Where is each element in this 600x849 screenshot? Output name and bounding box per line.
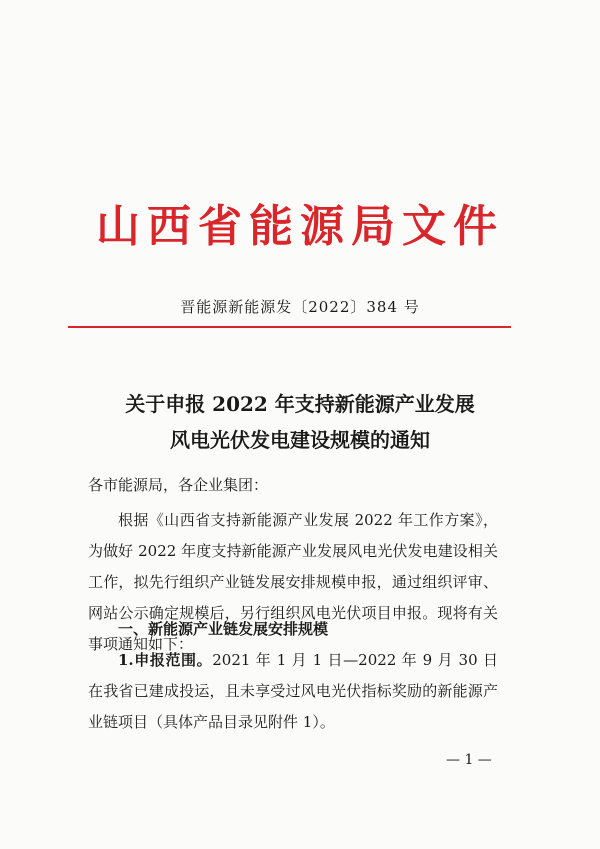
document-number: 晋能源新能源发〔2022〕384 号 [180,298,420,316]
notice-title [0,386,600,458]
section-heading: 一、新能源产业链发展安排规模 [118,620,329,638]
notice-title-line2: 风电光伏发电建设规模的通知 [170,428,430,452]
red-divider [68,326,511,328]
page-number: — 1 — [446,752,492,768]
item-text: 2021 年 1 月 1 日—2022 年 9 月 30 日在我省已建成投运，且未享受过风电光伏指标奖励的新能源产业链项目（具体产品目录见附件 1）。 [88,651,498,731]
notice-title-line1: 关于申报 2022 年支持新能源产业发展 [125,392,475,416]
paragraph-intro: 根据《山西省支持新能源产业发展 2022 年工作方案》，为做好 2022 年度支持新能源产业发展风电光伏发电建设相关工作，拟先行组织产业链发展安排规模申报，通过组织评审、网站公示确定规模后，另行组织风电光伏项目申报。现将有关事项通知如下： [88,511,498,653]
item-lead: 1.申报范围。 [118,651,213,669]
paragraph-scope [88,645,498,738]
salutation: 各市能源局，各企业集团： [88,476,269,494]
issuer-title: 山西省能源局文件 [96,201,504,252]
